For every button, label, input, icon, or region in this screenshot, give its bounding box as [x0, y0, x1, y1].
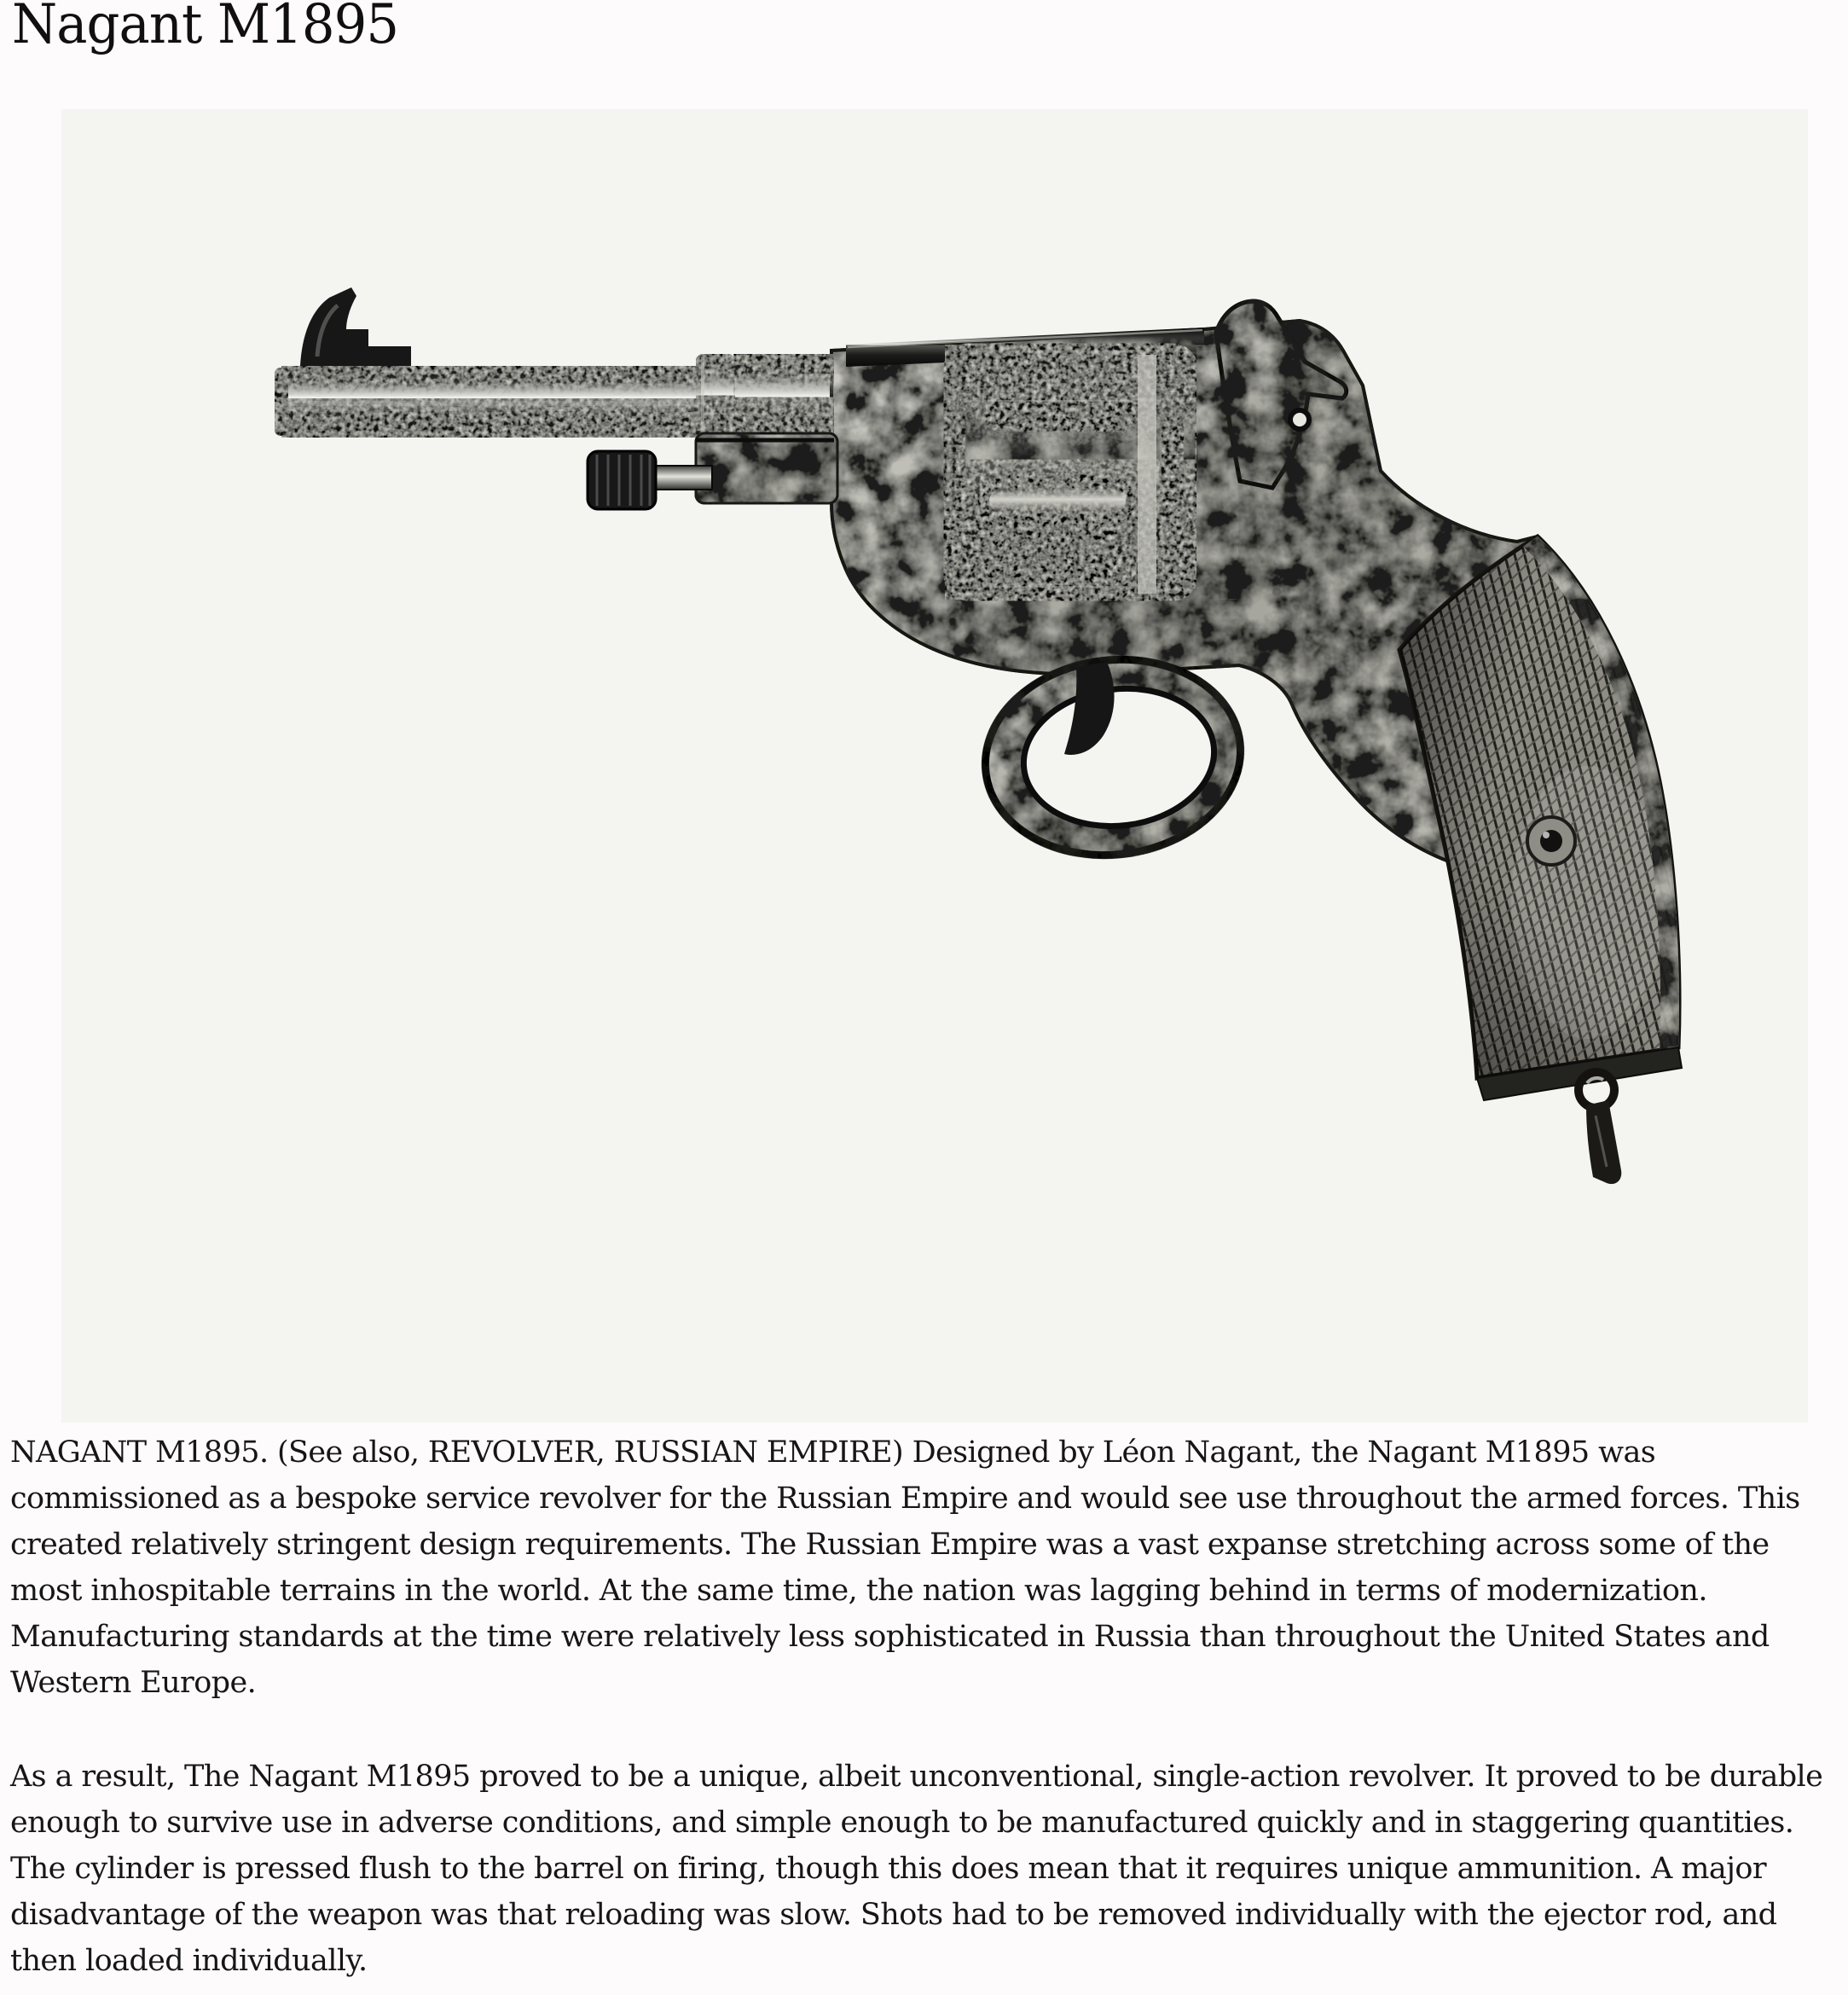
- article-body: [10, 1430, 1841, 1984]
- lanyard-ring: [1579, 1072, 1621, 1184]
- article-paragraph: As a result, The Nagant M1895 proved to be a unique, albeit unconventional, single-action revolver. It proved to be durable enough to survive use in adverse conditions, and simple enough to be manufactured quickly and in staggering quantities. The cylinder is pressed flush to the barrel on firing, though this does mean that it requires unique ammunition. A major disadvantage of the weapon was that reloading was slow. Shots had to be removed individually with the ejector rod, and then loaded individually.: [10, 1760, 1823, 1978]
- ejector-rod: [588, 451, 712, 509]
- front-sight: [300, 287, 411, 366]
- article-paragraph: NAGANT M1895. (See also, REVOLVER, RUSSIAN EMPIRE) Designed by Léon Nagant, the Nagant M1895 was commissioned as a bespoke service revolver for the Russian Empire and would see use throughout the armed forces. This created relatively stringent design requirements. The Russian Empire was a vast expanse stretching across some of the most inhospitable terrains in the world. At the same time, the nation was lagging behind in terms of modernization. Manufacturing standards at the time were relatively less sophisticated in Russia than throughout the United States and Western Europe.: [10, 1435, 1800, 1700]
- revolver-illustration: [61, 109, 1808, 1423]
- grip-screw: [1527, 817, 1575, 865]
- hammer-pivot: [1290, 410, 1309, 429]
- cylinder: [945, 345, 1196, 600]
- grip: [1399, 536, 1682, 1100]
- barrel-lug: [696, 433, 837, 503]
- page-title: Nagant M1895: [12, 0, 399, 56]
- revolver-photo: [61, 109, 1808, 1423]
- trigger-guard: [974, 646, 1252, 870]
